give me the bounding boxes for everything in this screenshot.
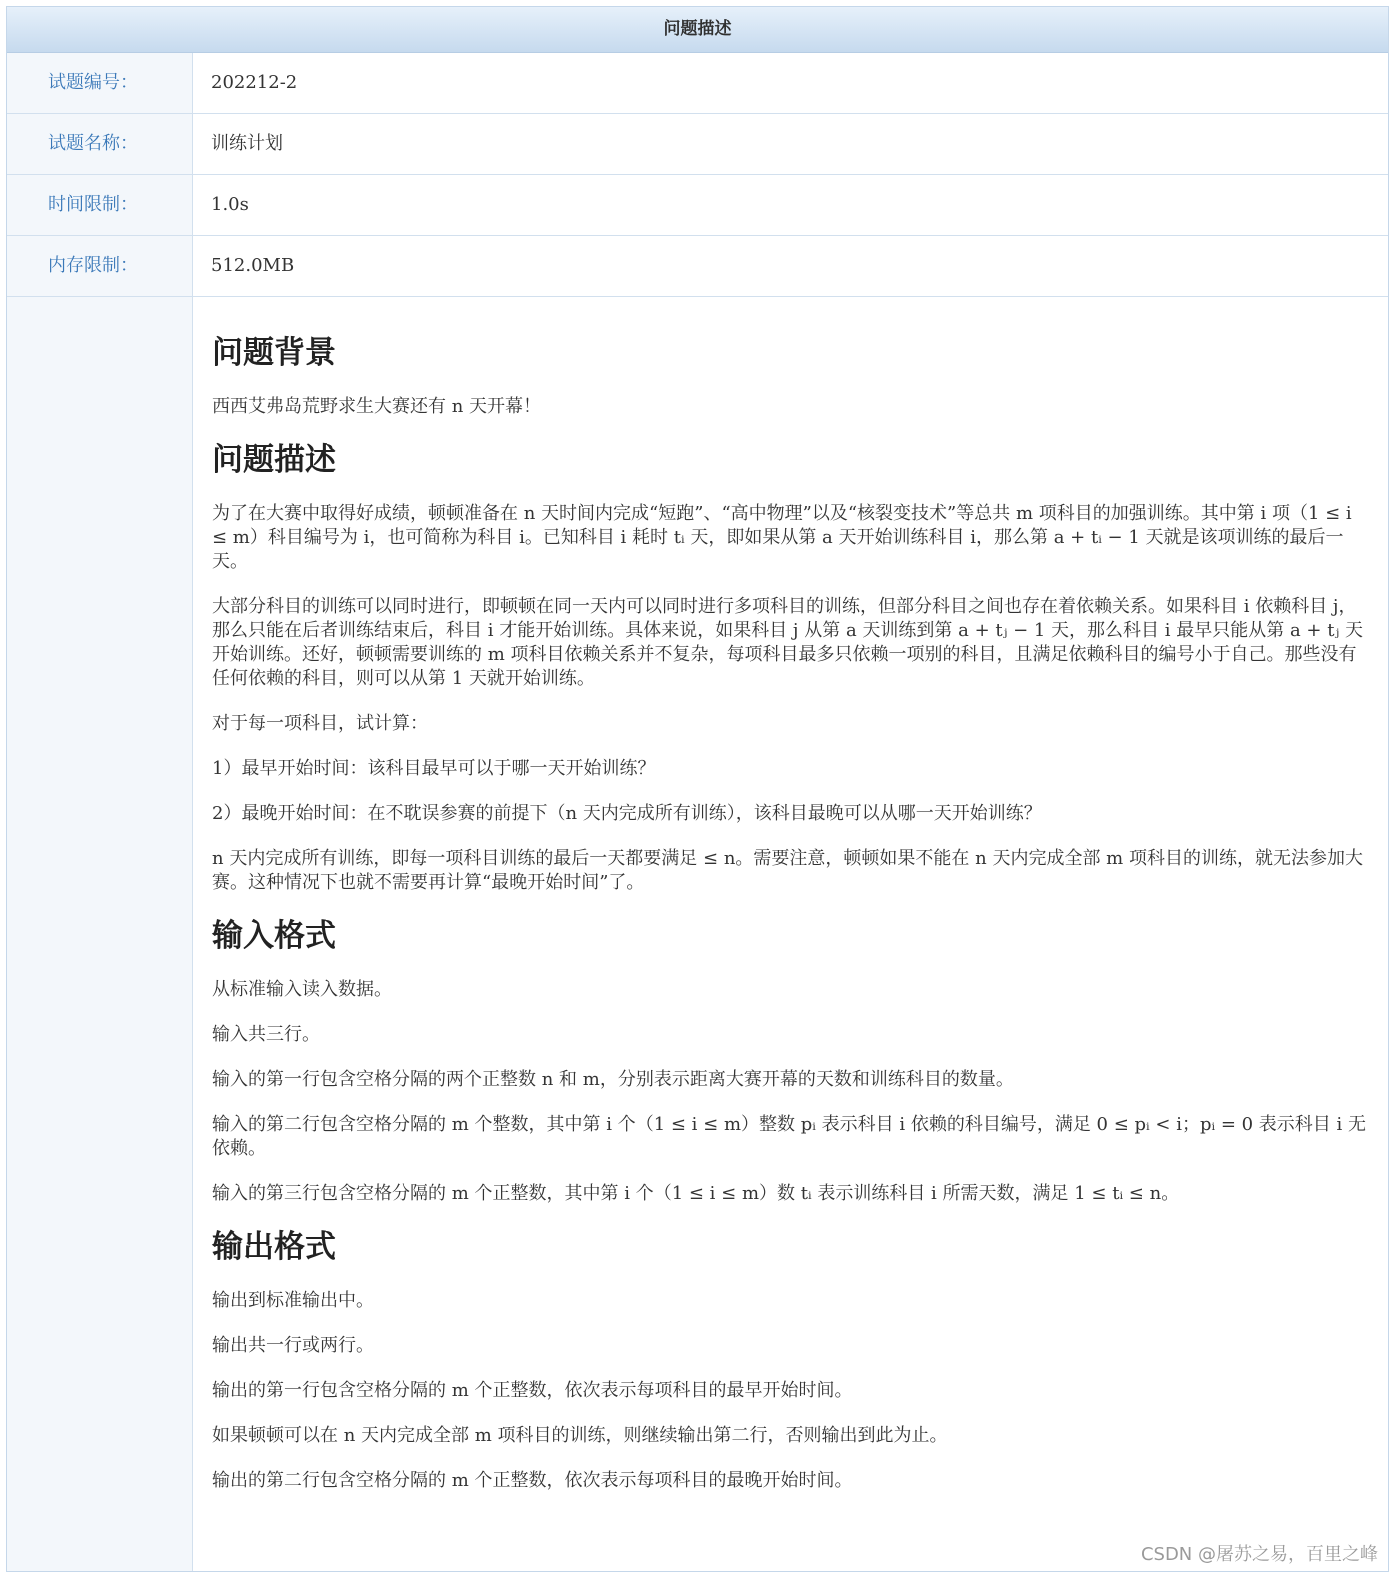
section-heading-input: 输入格式: [212, 918, 336, 954]
info-label: 时间限制：: [7, 175, 193, 235]
paragraph: 西西艾弗岛荒野求生大赛还有 n 天开幕！: [212, 396, 542, 417]
info-row-name: [7, 114, 1388, 175]
problem-content: [7, 297, 1388, 1572]
paragraph: 1）最早开始时间：该科目最早可以于哪一天开始训练？: [212, 758, 656, 779]
content-sidebar: [7, 297, 193, 1572]
paragraph: 从标准输入读入数据。: [212, 979, 392, 1000]
paragraph: 大部分科目的训练可以同时进行，即顿顿在同一天内可以同时进行多项科目的训练，但部分科目之间也存在着依赖关系。如果科目 i 依赖科目 j，那么只能在后者训练结束后，科目 i 才能开始训练。具体来说，如果科目 j 从第 a 天训练到第 a + tⱼ − 1 天，那么科目 i 最早只能从第 a + tⱼ 天开始训练。还好，顿顿需要训练的 m 项科目依赖关系并不复杂，每项科目最多只依赖一项别的科目，且满足依赖科目的编号小于自己。那些没有任何依赖的科目，则可以从第 1 天就开始训练。: [212, 596, 1363, 689]
paragraph: 输出到标准输出中。: [212, 1290, 374, 1311]
info-label: 试题编号：: [7, 53, 193, 113]
info-row-memory: [7, 236, 1388, 297]
paragraph: 如果顿顿可以在 n 天内完成全部 m 项科目的训练，则继续输出第二行，否则输出到此为止。: [212, 1425, 948, 1446]
info-value: 512.0MB: [211, 255, 295, 276]
paragraph: 对于每一项科目，试计算：: [212, 713, 428, 734]
info-row-time: [7, 175, 1388, 236]
section-heading-output: 输出格式: [212, 1229, 336, 1265]
problem-frame: [6, 6, 1389, 1572]
paragraph: 输入的第二行包含空格分隔的 m 个整数，其中第 i 个（1 ≤ i ≤ m）整数 pᵢ 表示科目 i 依赖的科目编号，满足 0 ≤ pᵢ < i；pᵢ = 0 表示科目 i 无依赖。: [212, 1114, 1366, 1159]
paragraph: n 天内完成所有训练，即每一项科目训练的最后一天都要满足 ≤ n。需要注意，顿顿如果不能在 n 天内完成全部 m 项科目的训练，就无法参加大赛。这种情况下也就不需要再计算“最晚开始时间”了。: [212, 848, 1363, 893]
paragraph: 输出共一行或两行。: [212, 1335, 374, 1356]
paragraph: 输出的第一行包含空格分隔的 m 个正整数，依次表示每项科目的最早开始时间。: [212, 1380, 853, 1401]
paragraph: 输入共三行。: [212, 1024, 320, 1045]
paragraph: 输入的第一行包含空格分隔的两个正整数 n 和 m，分别表示距离大赛开幕的天数和训练科目的数量。: [212, 1069, 1014, 1090]
section-heading-background: 问题背景: [212, 335, 336, 371]
info-value: 训练计划: [211, 133, 283, 154]
info-row-id: [7, 53, 1388, 114]
watermark: CSDN @屠苏之易，百里之峰: [1140, 1544, 1378, 1565]
info-label: 试题名称：: [7, 114, 193, 174]
paragraph: 输入的第三行包含空格分隔的 m 个正整数，其中第 i 个（1 ≤ i ≤ m）数 tᵢ 表示训练科目 i 所需天数，满足 1 ≤ tᵢ ≤ n。: [212, 1183, 1180, 1204]
problem-body: [193, 297, 1388, 1572]
info-value: 1.0s: [211, 194, 249, 215]
page-title: 问题描述: [7, 7, 1388, 53]
info-value: 202212-2: [211, 72, 298, 93]
paragraph: 输出的第二行包含空格分隔的 m 个正整数，依次表示每项科目的最晚开始时间。: [212, 1470, 853, 1491]
paragraph: 2）最晚开始时间：在不耽误参赛的前提下（n 天内完成所有训练），该科目最晚可以从哪一天开始训练？: [212, 803, 1042, 824]
info-label: 内存限制：: [7, 236, 193, 296]
paragraph: 为了在大赛中取得好成绩，顿顿准备在 n 天时间内完成“短跑”、“高中物理”以及“核裂变技术”等总共 m 项科目的加强训练。其中第 i 项（1 ≤ i ≤ m）科目编号为 i，也可简称为科目 i。已知科目 i 耗时 tᵢ 天，即如果从第 a 天开始训练科目 i，那么第 a + tᵢ − 1 天就是该项训练的最后一天。: [212, 503, 1352, 572]
section-heading-description: 问题描述: [212, 442, 336, 478]
